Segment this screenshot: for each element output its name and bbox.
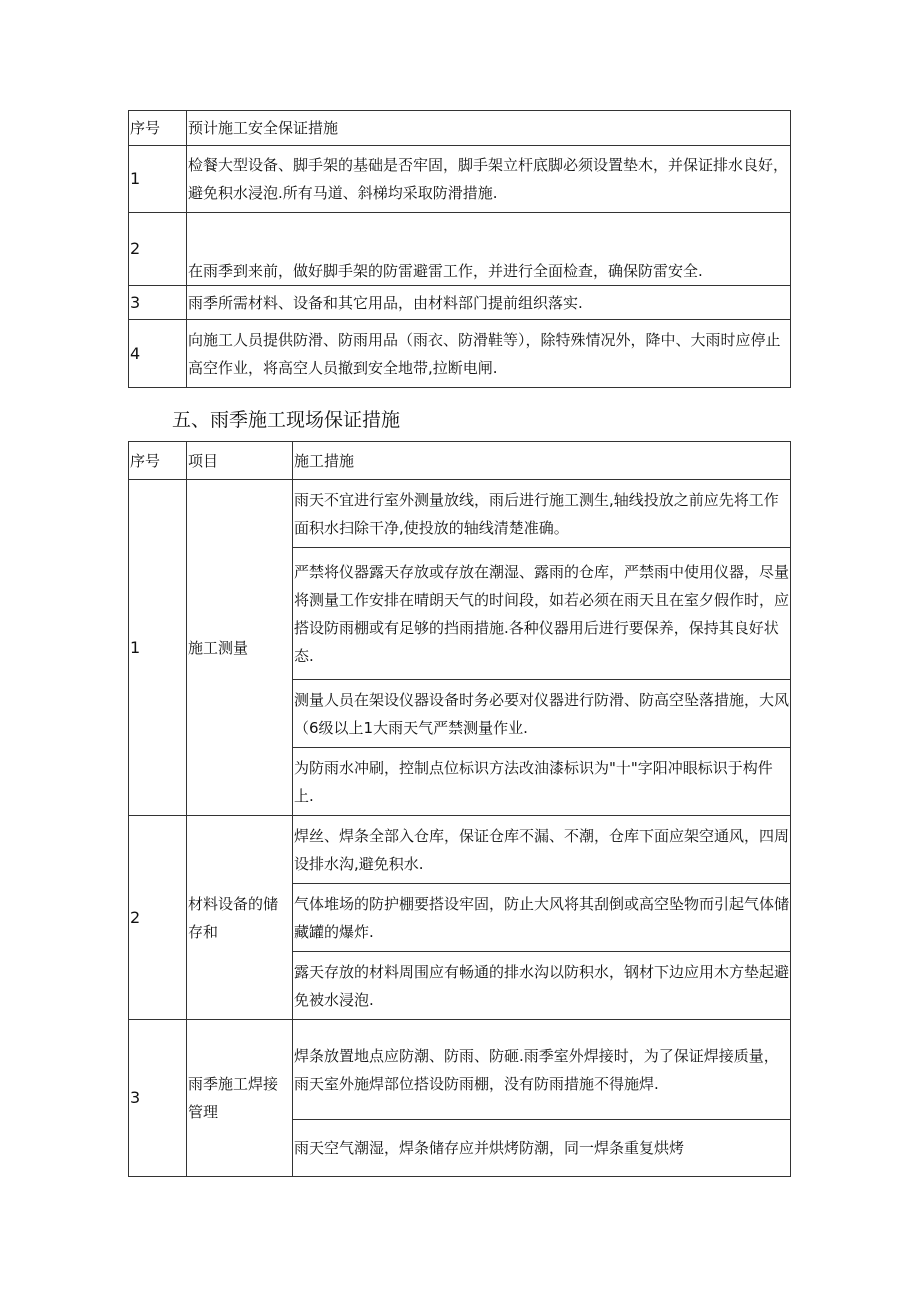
row-number: 3 [129, 1020, 187, 1177]
safety-measures-table [128, 110, 791, 388]
table-row [129, 816, 791, 884]
row-number: 1 [129, 480, 187, 816]
measure-cell: 为防雨水冲刷，控制点位标识方法改油漆标识为"十"字阳冲眼标识于构件上. [293, 748, 791, 816]
table-row [129, 320, 791, 388]
row-number: 2 [129, 213, 187, 286]
row-item: 施工测量 [187, 480, 293, 816]
measure-cell: 测量人员在架设仪器设备时务必要对仪器进行防滑、防高空坠落措施，大风（6级以上1大雨天气严禁测量作业. [293, 680, 791, 748]
table-header-row [129, 111, 791, 146]
rainy-season-measures-table [128, 441, 791, 1177]
header-measures: 预计施工安全保证措施 [187, 111, 791, 146]
table-row [129, 286, 791, 320]
row-text: 检餐大型设备、脚手架的基础是否牢固，脚手架立杆底脚必须设置垫木，并保证排水良好，避免积水浸泡.所有马道、斜梯均采取防滑措施. [187, 146, 791, 213]
row-number: 2 [129, 816, 187, 1020]
row-text: 向施工人员提供防滑、防雨用品（雨衣、防滑鞋等），除特殊情况外，降中、大雨时应停止高空作业，将高空人员撤到安全地带,拉断电闸. [187, 320, 791, 388]
table-header-row [129, 442, 791, 480]
row-item: 雨季施工焊接管理 [187, 1020, 293, 1177]
row-text: 在雨季到来前，做好脚手架的防雷避雷工作，并进行全面检查，确保防雷安全. [187, 213, 791, 286]
section-heading: 五、雨季施工现场保证措施 [172, 409, 401, 431]
header-measures: 施工措施 [293, 442, 791, 480]
row-text: 雨季所需材料、设备和其它用品，由材料部门提前组织落实. [187, 286, 791, 320]
row-number: 3 [129, 286, 187, 320]
header-serial: 序号 [129, 111, 187, 146]
measure-cell: 雨天空气潮湿，焊条储存应并烘烤防潮，同一焊条重复烘烤 [293, 1120, 791, 1177]
table-row [129, 213, 791, 286]
row-number: 1 [129, 146, 187, 213]
header-serial: 序号 [129, 442, 187, 480]
measure-cell: 焊丝、焊条全部入仓库，保证仓库不漏、不潮，仓库下面应架空通风，四周设排水沟,避免积水. [293, 816, 791, 884]
measure-cell: 气体堆场的防护棚要搭设牢固，防止大风将其刮倒或高空坠物而引起气体储藏罐的爆炸. [293, 884, 791, 952]
measure-cell: 焊条放置地点应防潮、防雨、防砸.雨季室外焊接时，为了保证焊接质量，雨天室外施焊部位搭设防雨棚，没有防雨措施不得施焊. [293, 1020, 791, 1120]
measure-cell: 雨天不宜进行室外测量放线，雨后进行施工测生,轴线投放之前应先将工作面积水扫除干净,使投放的轴线清楚准确。 [293, 480, 791, 548]
row-item: 材料设备的储存和 [187, 816, 293, 1020]
measure-cell: 严禁将仪器露天存放或存放在潮湿、露雨的仓库，严禁雨中使用仪器，尽量将测量工作安排在晴朗天气的时间段，如若必须在雨天且在室夕假作时，应搭设防雨棚或有足够的挡雨措施.各种仪器用后进行要保养，保持其良好状态. [293, 548, 791, 680]
table-row [129, 146, 791, 213]
row-number: 4 [129, 320, 187, 388]
table-row [129, 480, 791, 548]
table-row [129, 1020, 791, 1120]
measure-cell: 露天存放的材料周围应有畅通的排水沟以防积水，钢材下边应用木方垫起避免被水浸泡. [293, 952, 791, 1020]
header-item: 项目 [187, 442, 293, 480]
